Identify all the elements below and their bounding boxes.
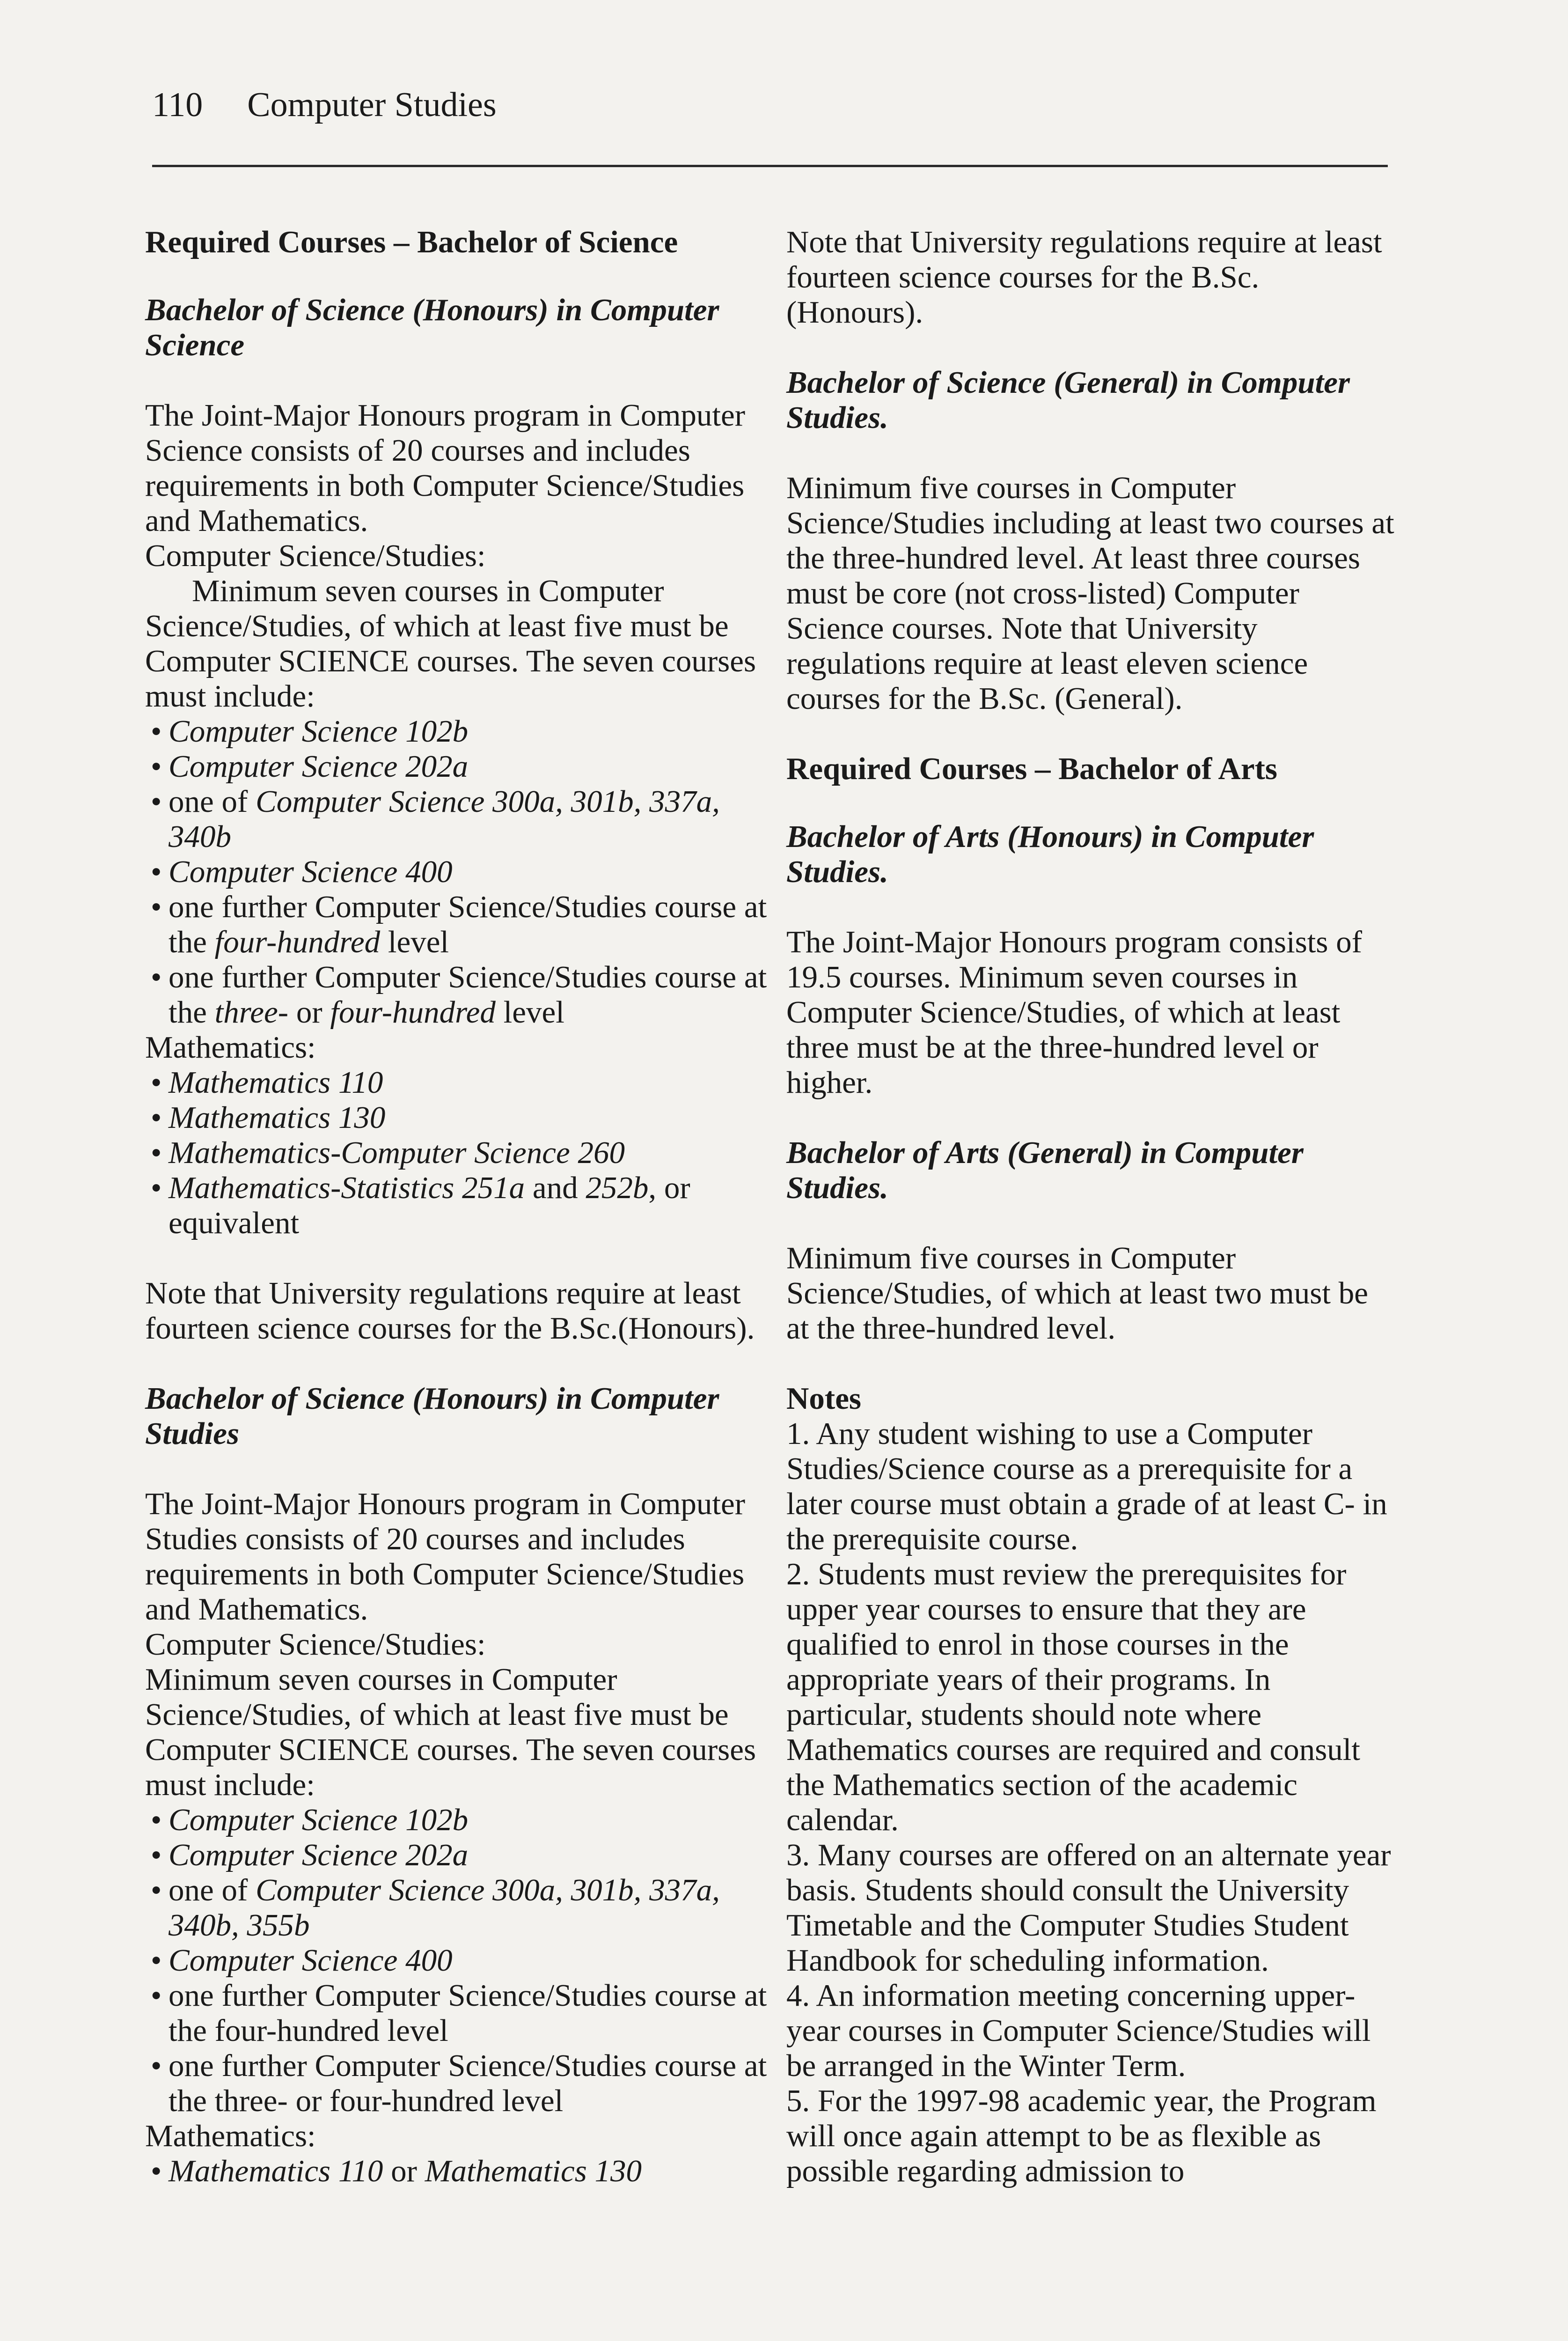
section-heading-ba: Required Courses – Bachelor of Arts — [786, 751, 1278, 786]
page-number: 110 — [152, 86, 203, 124]
cs-studies-text: Minimum seven courses in Computer Science/Studies, of which at least five must be Computer SCIENCE courses. The seven courses must include: — [145, 574, 756, 714]
list-text: one further Computer Science/Studies course at the — [169, 960, 767, 1030]
bsc-honours-cs-intro: The Joint-Major Honours program in Computer Science consists of 20 courses and includes requirements in both Computer Science/Studies and Mathematics. — [145, 398, 746, 538]
note-item: 4. An information meeting concerning upper-year courses in Computer Science/Studies will be arranged in the Winter Term. — [786, 1978, 1371, 2083]
course-name: Computer Science 300a, 301b, 337a, 340b, 355b — [169, 1873, 720, 1943]
course-name: Computer Science 400 — [169, 854, 453, 889]
course-list-item — [145, 1135, 768, 1170]
course-name: Mathematics 110 — [169, 1065, 383, 1100]
header-title: Computer Studies — [247, 86, 497, 124]
course-list-item — [145, 749, 768, 784]
course-name: Mathematics 130 — [425, 2154, 642, 2188]
ba-general-text: Minimum five courses in Computer Science/Studies, of which at least two must be at the three-hundred level. — [786, 1241, 1368, 1346]
left-column — [145, 225, 768, 2189]
heading-bsc-honours-cst: Bachelor of Science (Honours) in Computer Studies — [145, 1381, 719, 1451]
course-name: Computer Science 300a, 301b, 337a, 340b — [169, 784, 720, 854]
course-list-item — [145, 1170, 768, 1241]
list-text: one of — [169, 784, 256, 819]
heading-bsc-honours-cs: Bachelor of Science (Honours) in Computer Science — [145, 293, 719, 362]
right-column — [786, 225, 1395, 2189]
note-item: 5. For the 1997-98 academic year, the Program will once again attempt to be as flexible as possible regarding admission to — [786, 2083, 1377, 2188]
heading-ba-honours: Bachelor of Arts (Honours) in Computer Studies. — [786, 819, 1314, 889]
course-name: four-hundred — [214, 925, 381, 959]
top-note: Note that University regulations require at least fourteen science courses for the B.Sc. (Honours). — [786, 225, 1382, 330]
course-name: Computer Science 202a — [169, 749, 469, 784]
course-name: Mathematics-Statistics 251a — [169, 1170, 525, 1205]
running-header — [152, 84, 497, 126]
course-list-item — [145, 890, 768, 960]
list-text: level — [495, 995, 564, 1030]
notes-list — [786, 1416, 1395, 2189]
cst-math-label: Mathematics: — [145, 2119, 316, 2153]
course-list-item — [145, 2048, 768, 2119]
note-item: 3. Many courses are offered on an alternate year basis. Students should consult the University Timetable and the Computer Studies Student Handbook for scheduling information. — [786, 1838, 1391, 1978]
course-list-item — [145, 1100, 768, 1135]
list-text: or — [383, 2154, 425, 2188]
list-text: level — [380, 925, 449, 959]
heading-bsc-general: Bachelor of Science (General) in Computer Studies. — [786, 365, 1350, 435]
bsc-honours-cst-intro: The Joint-Major Honours program in Computer Studies consists of 20 courses and includes requirements in both Computer Science/Studies and Mathematics. — [145, 1487, 746, 1627]
header-rule — [152, 165, 1388, 167]
cst-studies-label: Computer Science/Studies: — [145, 1627, 486, 1662]
cs-course-list — [145, 714, 768, 1030]
list-text: or — [288, 995, 330, 1030]
section-heading-bsc: Required Courses – Bachelor of Science — [145, 225, 678, 259]
course-list-item — [145, 854, 768, 890]
course-list-item — [145, 1065, 768, 1100]
list-text: one further Computer Science/Studies course at the four-hundred level — [169, 1978, 767, 2048]
course-name: Mathematics 130 — [169, 1100, 386, 1135]
course-list-item — [145, 1978, 768, 2048]
list-text: one of — [169, 1873, 256, 1907]
cst-studies-text: Minimum seven courses in Computer Science/Studies, of which at least five must be Computer SCIENCE courses. The seven courses must include: — [145, 1662, 756, 1802]
cst-math-course-list — [145, 2154, 768, 2189]
list-text: and — [525, 1170, 586, 1205]
list-text: one further Computer Science/Studies course at the three- or four-hundred level — [169, 2048, 767, 2118]
math-label: Mathematics: — [145, 1030, 316, 1065]
list-text: , or equivalent — [169, 1170, 690, 1240]
note-item: 1. Any student wishing to use a Computer Studies/Science course as a prerequisite for a later course must obtain a grade of at least C- in the prerequisite course. — [786, 1416, 1387, 1556]
ba-honours-text: The Joint-Major Honours program consists of 19.5 courses. Minimum seven courses in Computer Science/Studies, of which at least three must be at the three-hundred level or higher. — [786, 925, 1363, 1100]
honours-cs-note: Note that University regulations require at least fourteen science courses for the B.Sc.(Honours). — [145, 1276, 755, 1346]
course-list-item — [145, 714, 768, 749]
heading-ba-general: Bachelor of Arts (General) in Computer Studies. — [786, 1135, 1304, 1205]
list-text: one further Computer Science/Studies course at the — [169, 890, 767, 959]
course-list-item — [145, 1943, 768, 1978]
cs-studies-label: Computer Science/Studies: — [145, 538, 486, 573]
course-list-item — [145, 1838, 768, 1873]
course-name: Computer Science 102b — [169, 1803, 469, 1837]
course-list-item — [145, 1873, 768, 1943]
course-name: Mathematics-Computer Science 260 — [169, 1135, 625, 1170]
course-name: Computer Science 400 — [169, 1943, 453, 1978]
course-list-item — [145, 960, 768, 1030]
course-name: 252b — [586, 1170, 649, 1205]
course-name: Computer Science 202a — [169, 1838, 469, 1872]
math-course-list — [145, 1065, 768, 1241]
course-list-item — [145, 2154, 768, 2189]
course-name: Mathematics 110 — [169, 2154, 383, 2188]
course-name: Computer Science 102b — [169, 714, 469, 749]
note-item: 2. Students must review the prerequisites for upper year courses to ensure that they are qualified to enrol in those courses in the appropriate years of their programs. In particular, students should note where Mathematics courses are required and consult the Mathematics section of the academic calendar. — [786, 1557, 1361, 1837]
course-list-item — [145, 1803, 768, 1838]
course-name: three- — [214, 995, 289, 1030]
bsc-general-text: Minimum five courses in Computer Science/Studies including at least two courses at the three-hundred level. At least three courses must be core (not cross-listed) Computer Science courses. Note that University regulations require at least eleven science courses for the B.Sc. (General). — [786, 471, 1394, 716]
cst-course-list — [145, 1803, 768, 2119]
course-list-item — [145, 784, 768, 854]
notes-heading: Notes — [786, 1381, 862, 1416]
course-name: four-hundred — [330, 995, 496, 1030]
